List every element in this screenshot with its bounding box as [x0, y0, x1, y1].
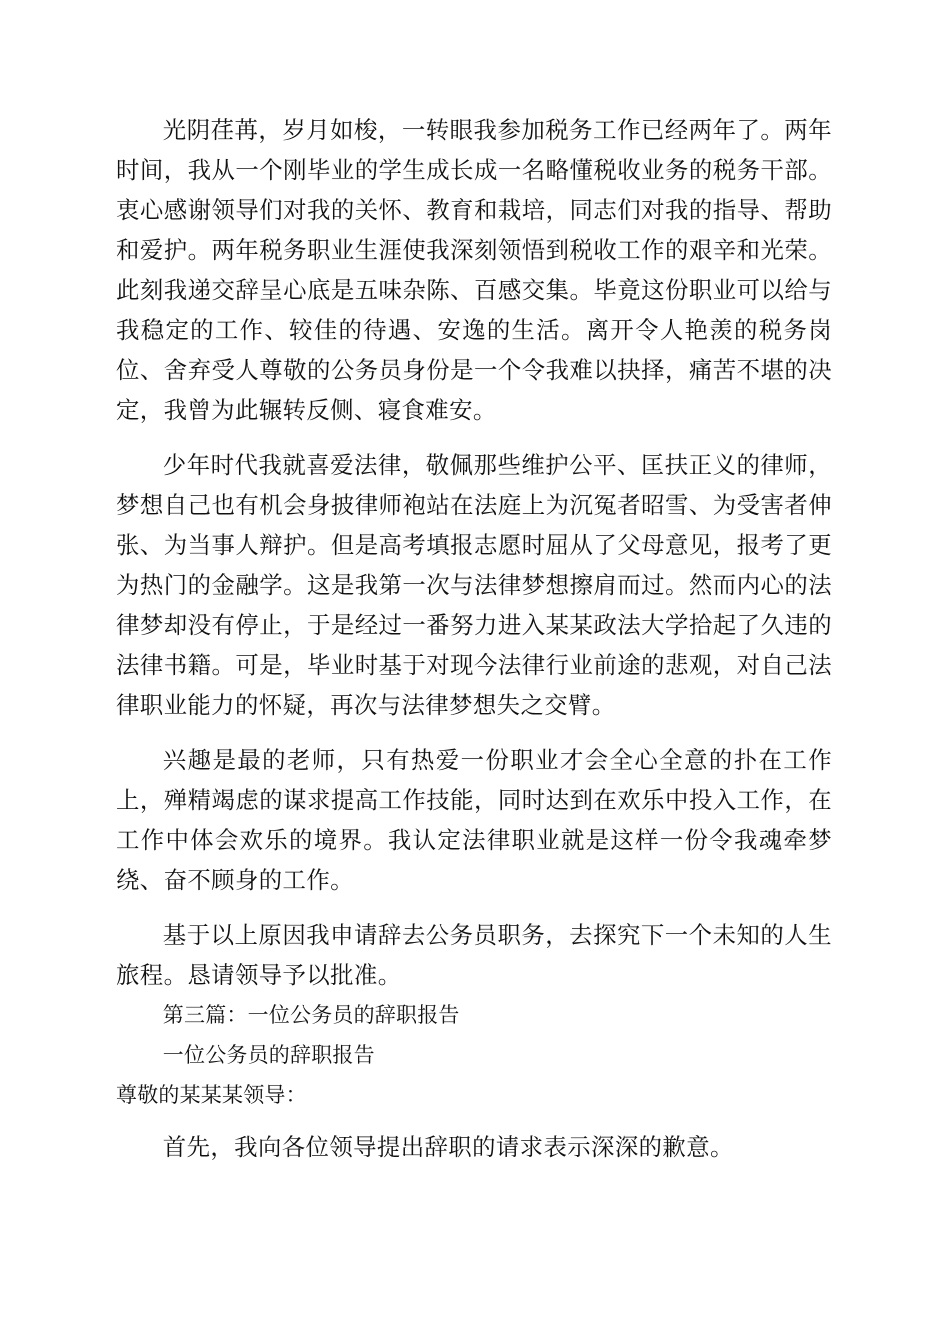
section-heading: 第三篇：一位公务员的辞职报告	[162, 1003, 460, 1027]
document-body	[116, 110, 832, 1167]
report-title: 一位公务员的辞职报告	[162, 1043, 375, 1067]
closing-paragraph: 首先，我向各位领导提出辞职的请求表示深深的歉意。	[162, 1133, 734, 1161]
salutation: 尊敬的某某某领导：	[116, 1083, 307, 1107]
paragraph-law-dream: 少年时代我就喜爱法律，敬佩那些维护公平、匡扶正义的律师，梦想自己也有机会身披律师袍站在法庭上为沉冤者昭雪、为受害者伸张、为当事人辩护。但是高考填报志愿时屈从了父母意见，报考了更为热门的金融学。这是我第一次与法律梦想擦肩而过。然而内心的法律梦却没有停止，于是经过一番努力进入某某政法大学拾起了久违的法律书籍。可是，毕业时基于对现今法律行业前途的悲观，对自己法律职业能力的怀疑，再次与法律梦想失之交臂。	[116, 451, 832, 719]
paragraph-tax-career: 光阴荏苒，岁月如梭，一转眼我参加税务工作已经两年了。两年时间，我从一个刚毕业的学生成长成一名略懂税收业务的税务干部。衷心感谢领导们对我的关怀、教育和栽培，同志们对我的指导、帮助和爱护。两年税务职业生涯使我深刻领悟到税收工作的艰辛和光荣。此刻我递交辞呈心底是五味杂陈、百感交集。毕竟这份职业可以给与我稳定的工作、较佳的待遇、安逸的生活。离开令人艳羡的税务岗位、舍弃受人尊敬的公务员身份是一个令我难以抉择，痛苦不堪的决定，我曾为此辗转反侧、寝食难安。	[116, 116, 832, 424]
paragraph-resignation-request: 基于以上原因我申请辞去公务员职务，去探究下一个未知的人生旅程。恳请领导予以批准。	[116, 921, 832, 989]
paragraph-interest: 兴趣是最的老师，只有热爱一份职业才会全心全意的扑在工作上，殚精竭虑的谋求提高工作技能，同时达到在欢乐中投入工作，在工作中体会欢乐的境界。我认定法律职业就是这样一份令我魂牵梦绕、奋不顾身的工作。	[116, 746, 832, 894]
